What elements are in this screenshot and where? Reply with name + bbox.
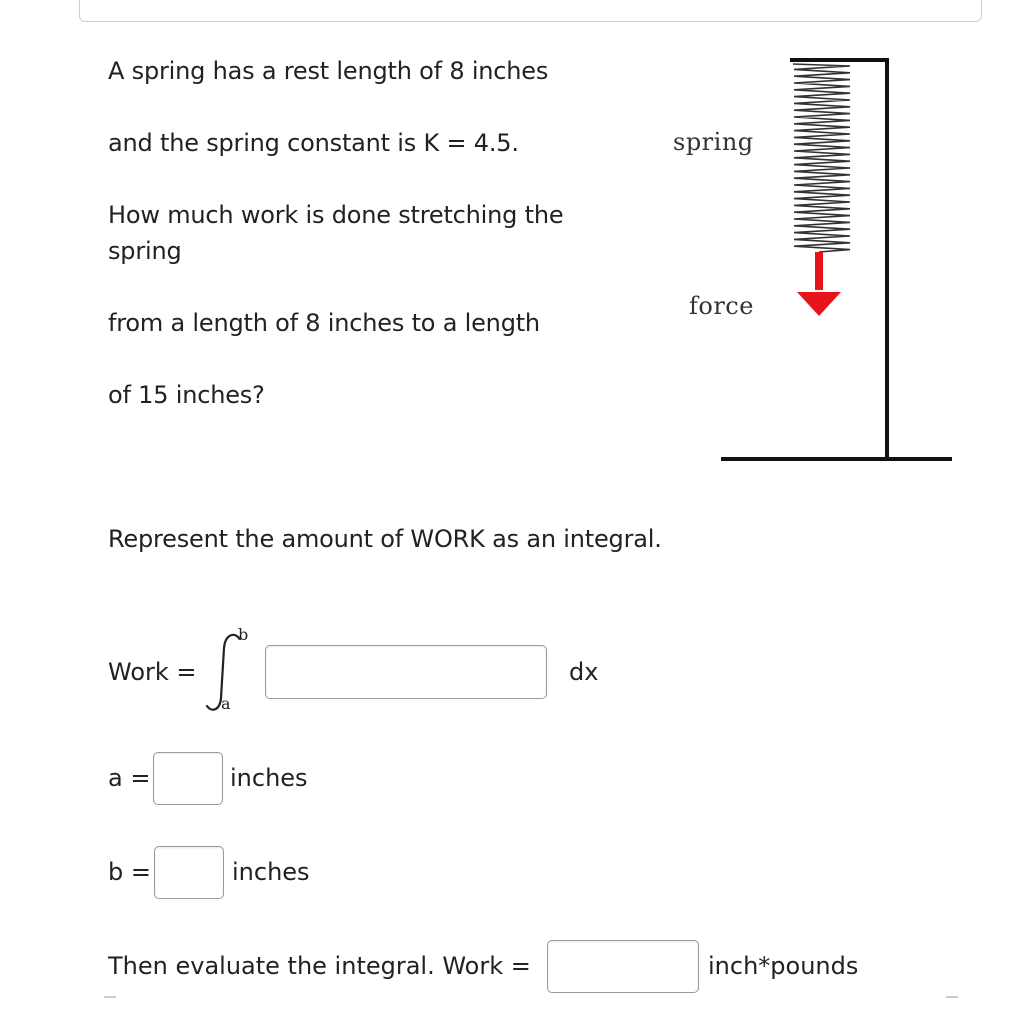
lower-limit-a: a: [221, 694, 231, 713]
b-unit-label: inches: [232, 858, 310, 886]
question-line-4: from a length of 8 inches to a length: [108, 309, 540, 337]
b-label: b =: [108, 858, 151, 886]
work-value-input[interactable]: [547, 940, 699, 993]
question-line-3a: How much work is done stretching the: [108, 201, 564, 229]
lower-limit-input[interactable]: [153, 752, 223, 805]
spring-label: spring: [673, 128, 754, 156]
differential-dx: dx: [569, 658, 599, 686]
spring-coil: [793, 64, 850, 252]
work-unit-label: inch*pounds: [708, 952, 859, 980]
panel-corner-right: [946, 996, 958, 998]
question-line-2: and the spring constant is K = 4.5.: [108, 129, 519, 157]
force-label: force: [689, 292, 754, 320]
force-arrow-icon: [797, 252, 841, 316]
evaluate-label: Then evaluate the integral. Work =: [108, 952, 531, 980]
a-label: a =: [108, 764, 151, 792]
work-label: Work =: [108, 658, 197, 686]
upper-limit-b: b: [238, 625, 249, 644]
integrand-input[interactable]: [265, 645, 547, 699]
question-line-3b: spring: [108, 237, 182, 265]
integral-instruction: Represent the amount of WORK as an integral.: [108, 525, 662, 553]
a-unit-label: inches: [230, 764, 308, 792]
question-line-5: of 15 inches?: [108, 381, 265, 409]
upper-limit-input[interactable]: [154, 846, 224, 899]
panel-corner-left: [104, 996, 116, 998]
question-line-1: A spring has a rest length of 8 inches: [108, 57, 549, 85]
